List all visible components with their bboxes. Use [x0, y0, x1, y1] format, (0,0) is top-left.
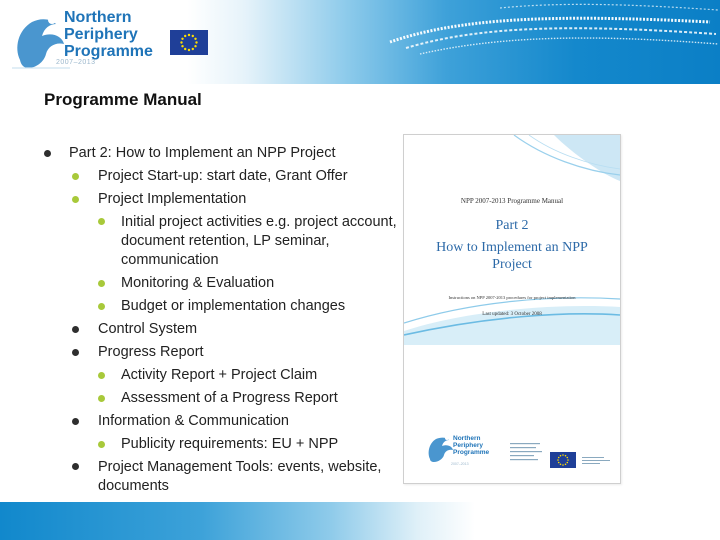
- list-item: [40, 387, 400, 410]
- manual-cover-thumbnail: [403, 134, 621, 484]
- cover-header: NPP 2007-2013 Programme Manual: [460, 197, 564, 205]
- list-item-text: Part 2: How to Implement an NPP Project: [69, 145, 336, 161]
- cover-instructions: Instructions on NPP 2007-2013 procedures for project implementation: [448, 295, 576, 300]
- cover-logo-years: 2007–2013: [451, 462, 469, 466]
- list-item: [40, 318, 400, 341]
- logo-wordmark: [64, 9, 153, 60]
- eu-flag-icon: [170, 30, 208, 55]
- bullet-dot: [72, 173, 79, 180]
- logo-line-3: Programme: [64, 43, 153, 60]
- list-item-text: Publicity requirements: EU + NPP: [121, 436, 339, 452]
- cover-fineprint-decoration: [510, 441, 544, 465]
- cover-logo-wordmark: [453, 435, 489, 456]
- list-item: [40, 165, 400, 188]
- list-item-text: Project Management Tools: events, website, documents: [98, 459, 382, 494]
- list-item: [40, 364, 400, 387]
- cover-logo-line-1: Northern: [453, 435, 481, 442]
- list-item: [40, 142, 400, 165]
- logo-years: 2007–2013: [56, 59, 96, 66]
- list-item: [40, 433, 400, 456]
- header-swoosh-decoration: [380, 0, 720, 84]
- footer-band: [0, 502, 720, 540]
- logo-line-2: Periphery: [64, 26, 138, 43]
- list-item: [40, 295, 400, 318]
- list-item-text: Assessment of a Progress Report: [121, 390, 338, 406]
- logo-line-1: Northern: [64, 9, 132, 26]
- cover-eu-flag-icon: [550, 452, 576, 468]
- bullet-dot: [98, 441, 105, 448]
- list-item: [40, 188, 400, 211]
- cover-fineprint-decoration-2: [582, 456, 612, 466]
- bullet-dot: [72, 463, 79, 470]
- cover-title-line-1: How to Implement an NPP: [436, 240, 588, 255]
- bullet-list: [40, 142, 400, 498]
- list-item-text: Progress Report: [98, 344, 204, 360]
- bullet-dot: [72, 349, 79, 356]
- bullet-dot: [98, 303, 105, 310]
- list-item-text: Control System: [98, 321, 198, 337]
- list-item: [40, 272, 400, 295]
- cover-logo-line-2: Periphery: [453, 442, 483, 449]
- cover-part: Part 2: [495, 218, 529, 233]
- list-item-text: Project Implementation: [98, 191, 247, 207]
- bullet-dot: [98, 395, 105, 402]
- list-item: [40, 456, 400, 498]
- page-title: Programme Manual: [44, 90, 202, 109]
- bullet-dot: [72, 418, 79, 425]
- cover-title: [404, 239, 620, 273]
- list-item-text: Project Start-up: start date, Grant Offer: [98, 168, 348, 184]
- list-item: [40, 341, 400, 364]
- cover-updated: Last updated: 3 October 2008: [482, 312, 542, 317]
- header-band: [0, 0, 720, 84]
- bullet-dot: [98, 372, 105, 379]
- list-item-text: Information & Communication: [98, 413, 289, 429]
- cover-logo-line-3: Programme: [453, 449, 490, 456]
- list-item-text: Activity Report + Project Claim: [121, 367, 318, 383]
- bullet-dot: [98, 218, 105, 225]
- bullet-dot: [44, 150, 51, 157]
- list-item-text: Budget or implementation changes: [121, 298, 346, 314]
- cover-title-line-2: Project: [492, 257, 532, 272]
- list-item-text: Initial project activities e.g. project account, document retention, LP seminar, communication: [121, 214, 397, 268]
- bullet-dot: [72, 326, 79, 333]
- list-item: [40, 211, 400, 272]
- list-item: [40, 410, 400, 433]
- bullet-dot: [72, 196, 79, 203]
- bullet-dot: [98, 280, 105, 287]
- list-item-text: Monitoring & Evaluation: [121, 275, 275, 291]
